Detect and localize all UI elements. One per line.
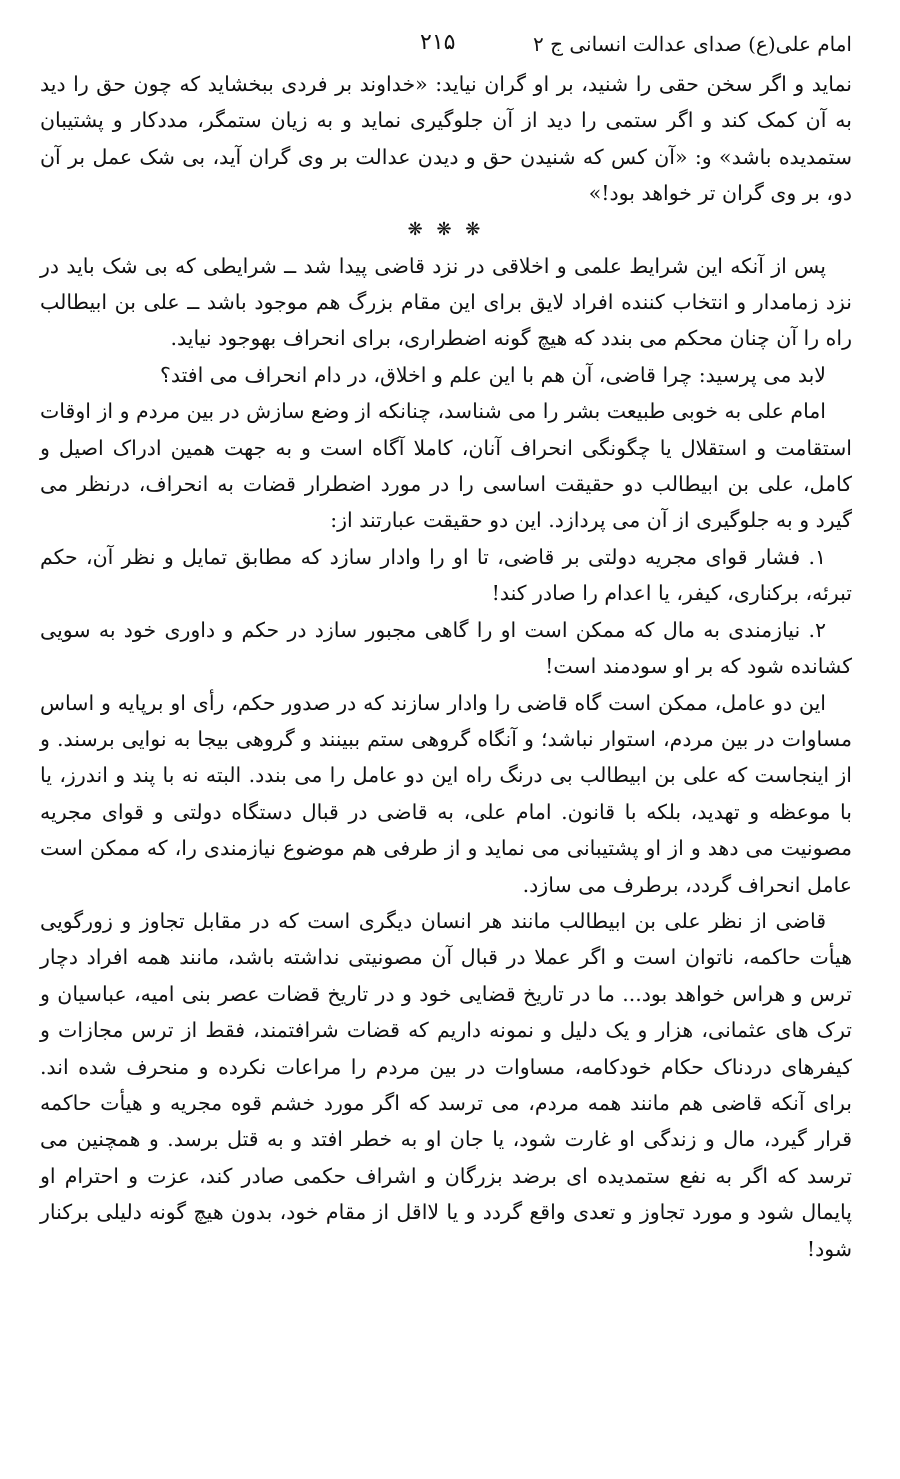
paragraph-6: قاضی از نظر علی بن ابیطالب مانند هر انسان دیگری است که در مقابل تجاوز و زورگویی هیأت حاکمه، ناتوان است و اگر عملا در قبال آن مصونیتی نداشته باشد، مانند همه افراد دچار ترس و هراس خواهد بود... ما در تاریخ قضایی خود و در تاریخ قضات عصر بنی امیه، عباسیان و ترک های عثمانی، هزار و یک دلیل و نمونه داریم که قضات شرافتمند، فقط از ترس مجازات و کیفرهای دردناک حکام خودکامه، مساوات در بین مردم را مراعات نکرده و منحرف شده اند. برای آنکه قاضی هم مانند همه مردم، می ترسد که اگر مورد خشم قوه مجریه و هیأت حاکمه قرار گیرد، مال و زندگی او غارت شود، یا جان او به خطر افتد و به قتل برسد. و همچنین می ترسد که اگر به نفع ستمدیده ای برضد بزرگان و اشراف حکمی صادر کند، عزت و احترام او پایمال شود و مورد تجاوز و تعدی واقع گردد و یا لااقل از مقام خود، بدون هیچ گونه دلیلی برکنار شود! xyxy=(40,908,852,1261)
page-header xyxy=(40,30,852,66)
paragraph-1: نماید و اگر سخن حقی را شنید، بر او گران نیاید: «خداوند بر فردی ببخشاید که چون حق را دید به آن کمک کند و اگر ستمی را دید از آن جلوگیری نماید و به زیان ستمگر، مددکار و پشتیبان ستمدیده باشد» و: «آن کس که شنیدن حق و دیدن عدالت بر وی گران آید، بی شک عمل بر آن دو، بر وی گران تر خواهد بود!» xyxy=(40,72,852,206)
paragraph-2: پس از آنکه این شرایط علمی و اخلاقی در نزد قاضی پیدا شد ــ شرایطی که بی شک باید در نزد زمامدار و انتخاب کننده افراد لایق برای این مقام بزرگ هم موجود باشد ــ علی بن ابیطالب راه را آن چنان محکم می بندد که هیچ گونه اضطراری، برای انحراف بهوجود نیاید. xyxy=(40,253,852,351)
paragraph-3: لابد می پرسید: چرا قاضی، آن هم با این علم و اخلاق، در دام انحراف می افتد؟ xyxy=(159,362,826,387)
document-page xyxy=(40,30,852,1267)
page-number: ۲۱۵ xyxy=(420,30,456,55)
list-item-1: ۱. فشار قوای مجریه دولتی بر قاضی، تا او را وادار سازد که مطابق تمایل و نظر آن، حکم تبرئه، برکناری، کیفر، یا اعدام را صادر کند! xyxy=(40,544,852,606)
running-title: امام علی(ع) صدای عدالت انسانی ج ۲ xyxy=(532,32,852,56)
paragraph-5: این دو عامل، ممکن است گاه قاضی را وادار سازند که در صدور حکم، رأی او برپایه و اساس مساوات در بین مردم، استوار نباشد؛ و آنگاه گروهی ستم ببینند و گروهی بیجا به نوایی برسند. و از اینجاست که علی بن ابیطالب بی درنگ راه این دو عامل را می بندد. البته نه با پند و اندرز، یا با موعظه و تهدید، بلکه با قانون. امام علی، به قاضی در قبال دستگاه دولتی و قوای مجریه مصونیت می دهد و از او پشتیبانی می نماید و از طرفی هم موضوع نیازمندی را، که ممکن است عامل انحراف گردد، برطرف می سازد. xyxy=(40,690,852,897)
paragraph-4: امام علی به خوبی طبیعت بشر را می شناسد، چنانکه از وضع سازش در بین مردم و از اوقات استقامت و استقلال یا چگونگی انحراف آنان، کاملا آگاه است و به جهت همین ادراک اصیل و کامل، علی بن ابیطالب دو حقیقت اساسی را در مورد اضطرار قضات به انحراف، درنظر می گیرد و به جلوگیری از آن می پردازد. این دو حقیقت عبارتند از: xyxy=(40,399,852,533)
list-item-2: ۲. نیازمندی به مال که ممکن است او را گاهی مجبور سازد در حکم و داوری خود به سویی کشانده شود که بر او سودمند است! xyxy=(40,617,852,679)
section-separator: ❋ ❋ ❋ xyxy=(407,218,485,240)
